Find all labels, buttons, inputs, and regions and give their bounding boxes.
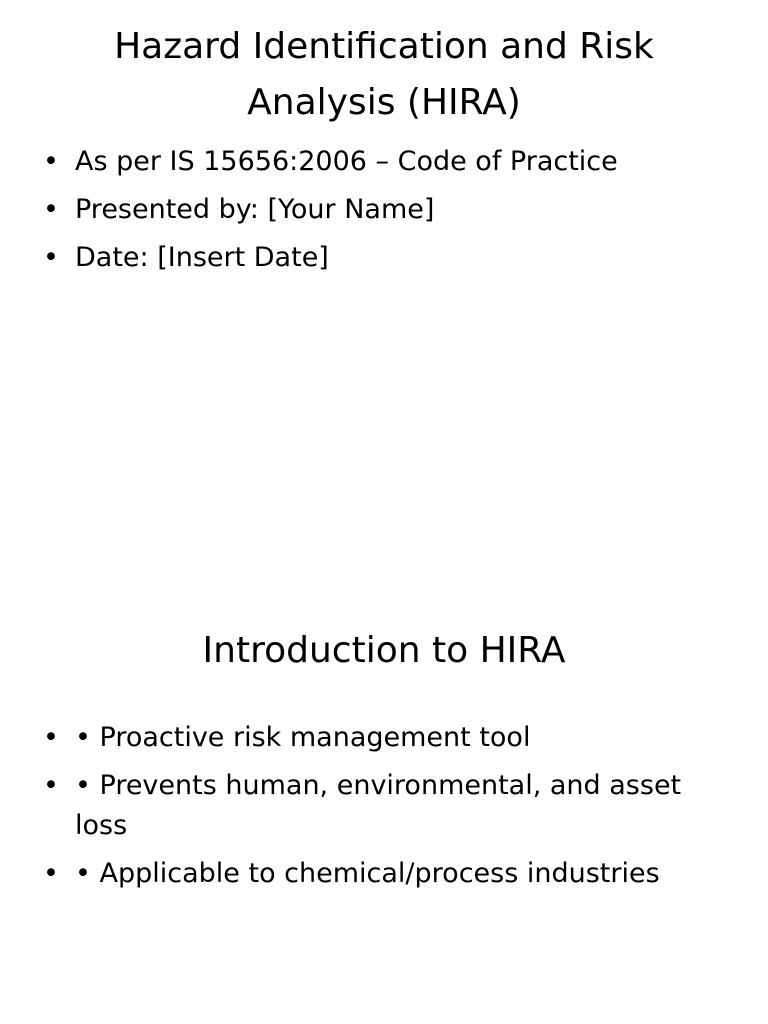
slide-introduction-heading: Introduction to HIRA: [202, 630, 566, 671]
bullet-text: As per IS 15656:2006 – Code of Practice: [75, 146, 618, 177]
slide-introduction-bullet-list: [40, 718, 728, 902]
list-item: [40, 238, 728, 278]
slide-introduction: [0, 512, 768, 1024]
list-item: [40, 718, 728, 758]
bullet-icon: •: [43, 722, 59, 753]
bullet-icon: •: [43, 146, 59, 177]
bullet-text: Date: [Insert Date]: [75, 242, 329, 273]
bullet-text: • Applicable to chemical/process industries: [75, 858, 660, 889]
bullet-text: Presented by: [Your Name]: [75, 194, 435, 225]
bullet-icon: •: [43, 194, 59, 225]
bullet-icon: •: [43, 858, 59, 889]
bullet-icon: •: [43, 242, 59, 273]
list-item: [40, 142, 728, 182]
list-item: [40, 190, 728, 230]
list-item: [40, 766, 728, 846]
slide-title-heading: Hazard Identification and Risk Analysis (HIRA): [114, 26, 654, 123]
bullet-icon: •: [43, 770, 59, 801]
bullet-text: • Prevents human, environmental, and asset loss: [75, 770, 682, 841]
bullet-text: • Proactive risk management tool: [75, 722, 531, 753]
list-item: [40, 854, 728, 894]
slide-title-bullet-list: [40, 142, 728, 286]
